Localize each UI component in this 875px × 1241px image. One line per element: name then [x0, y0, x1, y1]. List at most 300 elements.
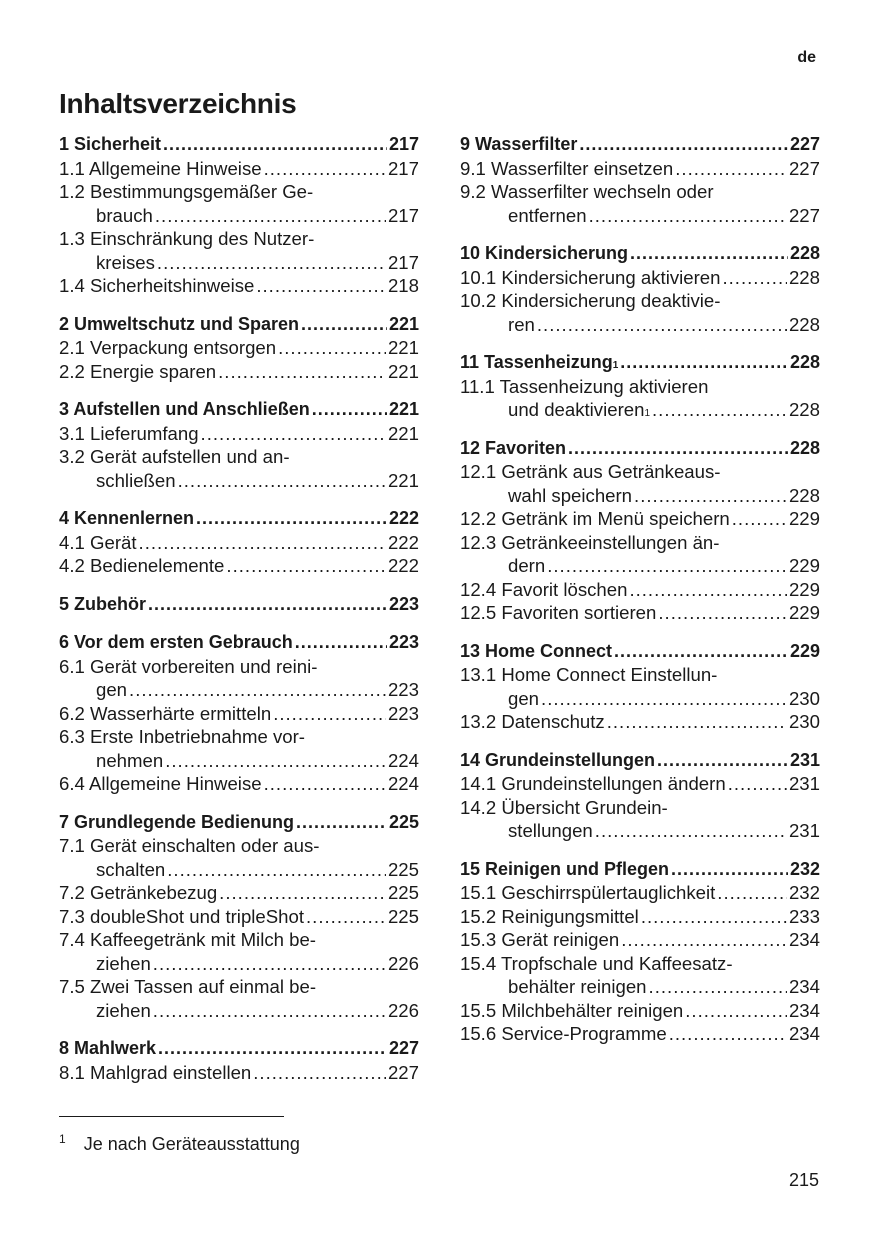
toc-section [59, 507, 419, 578]
toc-entry-link[interactable] [59, 445, 419, 492]
toc-entry-row [59, 157, 419, 181]
toc-entry-title: 4.1 Gerät [59, 531, 137, 553]
dot-leader [253, 1061, 386, 1085]
toc-page-number: 229 [788, 508, 820, 529]
dot-leader [658, 601, 787, 625]
toc-page-number: 223 [387, 702, 419, 724]
dot-leader [657, 749, 788, 773]
toc-page-number: 234 [788, 929, 820, 950]
dot-leader [722, 266, 787, 290]
toc-entry-link[interactable] [460, 289, 820, 336]
toc-entry-row [460, 928, 820, 952]
toc-entry-title: gen [96, 679, 128, 700]
dot-leader [579, 133, 788, 157]
toc-section [460, 858, 820, 1046]
toc-chapter-title: 5 Zubehör [59, 593, 147, 614]
toc-entry-row [460, 905, 820, 929]
toc-entry-title: 12.5 Favoriten sortieren [460, 602, 657, 623]
toc-chapter-title: 1 Sicherheit [59, 134, 162, 154]
toc-page-number: 226 [387, 999, 419, 1021]
toc-entry-line: 11.1 Tassenheizung aktivieren [460, 375, 709, 397]
toc-entry-link[interactable] [460, 796, 820, 843]
toc-entry-link[interactable] [59, 655, 419, 702]
toc-column-right [460, 133, 820, 1061]
dot-leader [649, 975, 787, 999]
dot-leader [620, 351, 788, 375]
toc-entry-title: schließen [96, 469, 176, 491]
toc-entry-row [460, 772, 820, 796]
dot-leader [139, 531, 386, 555]
toc-entry-line: 7.4 Kaffeegetränk mit Milch be- [59, 929, 316, 950]
toc-page-number: 234 [788, 976, 820, 997]
toc-entry-row [59, 469, 419, 493]
toc-entry-title: 8.1 Mahlgrad einstellen [59, 1061, 252, 1083]
toc-chapter-link[interactable] [59, 133, 419, 157]
page-number: 215 [788, 1170, 819, 1190]
footnote-mark: 1 [59, 1132, 66, 1146]
dot-leader [256, 274, 386, 298]
toc-entry-link[interactable] [59, 336, 419, 360]
toc-entry-title: 1.4 Sicherheitshinweise [59, 275, 255, 296]
toc-section [59, 1037, 419, 1084]
toc-entry-row [460, 484, 820, 508]
dot-leader [717, 881, 787, 905]
toc-entry-title: brauch [96, 204, 153, 226]
dot-leader [537, 313, 787, 337]
toc-page-number: 224 [387, 773, 419, 794]
toc-entry-title: und deaktivieren [508, 399, 645, 420]
toc-page-number: 232 [788, 882, 820, 903]
dot-leader [264, 772, 386, 796]
toc-entry-link[interactable] [460, 663, 820, 710]
dot-leader [675, 157, 787, 181]
footnote-text: Je nach Geräteausstattung [83, 1134, 300, 1154]
toc-entry-title: ziehen [96, 999, 151, 1021]
toc-entry-row [59, 336, 419, 360]
toc-entry-title: 15.5 Milchbehälter reinigen [460, 999, 684, 1021]
toc-page-number: 228 [789, 243, 820, 263]
toc-entry-link[interactable] [59, 531, 419, 555]
toc-entry-title: 10.1 Kindersicherung aktivieren [460, 266, 721, 288]
toc-entry-link[interactable] [460, 531, 820, 578]
toc-entry-line: 14.2 Übersicht Grundein- [460, 796, 668, 818]
toc-entry-link[interactable] [59, 881, 419, 905]
toc-page-number: 225 [387, 905, 419, 927]
toc-page-number: 227 [387, 1061, 419, 1083]
toc-entry-title: ziehen [96, 952, 151, 974]
toc-entry-link[interactable] [460, 999, 820, 1023]
toc-entry-line: 3.2 Gerät aufstellen und an- [59, 446, 290, 467]
toc-entry-link[interactable] [59, 928, 419, 975]
toc-entry-title: 6.4 Allgemeine Hinweise [59, 773, 262, 794]
toc-chapter-link[interactable] [59, 313, 419, 337]
toc-page-number: 225 [387, 882, 419, 903]
toc-page-number: 221 [388, 313, 419, 334]
dot-leader [312, 398, 387, 422]
toc-entry-title: stellungen [508, 820, 593, 841]
dot-leader [732, 507, 787, 531]
toc-entry-link[interactable] [59, 905, 419, 929]
toc-page-number: 229 [788, 555, 820, 576]
dot-leader [568, 437, 788, 461]
toc-entry-title: 1.1 Allgemeine Hinweise [59, 157, 262, 179]
toc-chapter-link[interactable] [59, 507, 419, 531]
toc-entry-title: 15.3 Gerät reinigen [460, 929, 620, 950]
toc-entry-row [59, 360, 419, 384]
dot-leader [589, 204, 787, 228]
toc-entry-link[interactable] [59, 180, 419, 227]
toc-chapter-link[interactable] [460, 242, 820, 266]
toc-chapter-link[interactable] [460, 133, 820, 157]
dot-leader [157, 251, 386, 275]
toc-page-number: 229 [788, 578, 820, 600]
toc-entry-title: 15.1 Geschirrspülertauglichkeit [460, 882, 716, 903]
toc-entry-row [460, 507, 820, 531]
toc-chapter-link[interactable] [59, 1037, 419, 1061]
dot-leader [148, 593, 387, 617]
dot-leader [264, 157, 386, 181]
toc-page-number: 221 [388, 399, 419, 419]
dot-leader [153, 999, 386, 1023]
toc-chapter-title: 6 Vor dem ersten Gebrauch [59, 632, 293, 652]
toc-section [460, 640, 820, 734]
toc-entry-title: 7.3 doubleShot und tripleShot [59, 905, 305, 927]
toc-entry-link[interactable] [460, 928, 820, 952]
dot-leader [178, 469, 386, 493]
dot-leader [669, 1022, 787, 1046]
dot-leader [167, 858, 386, 882]
toc-section [59, 811, 419, 1023]
toc-section [59, 398, 419, 492]
toc-entry-title: 4.2 Bedienelemente [59, 555, 225, 576]
toc-page-number: 221 [387, 337, 419, 358]
toc-section [59, 313, 419, 384]
toc-entry-row [460, 710, 820, 734]
dot-leader [129, 678, 386, 702]
toc-entry-title: 14.1 Grundeinstellungen ändern [460, 773, 726, 794]
toc-entry-line: 12.3 Getränkeeinstellungen än- [460, 531, 720, 553]
dot-leader [685, 999, 787, 1023]
toc-entry-row [460, 578, 820, 602]
toc-entry-link[interactable] [460, 952, 820, 999]
toc-entry-row [460, 975, 820, 999]
toc-entry-line: 6.3 Erste Inbetriebnahme vor- [59, 726, 305, 747]
toc-page-number: 218 [387, 275, 419, 296]
toc-page-number: 229 [788, 602, 820, 623]
toc-chapter-title: 13 Home Connect [460, 640, 613, 661]
dot-leader [196, 507, 387, 531]
toc-page-number: 232 [789, 858, 820, 879]
dot-leader [273, 702, 386, 726]
toc-page-number: 228 [788, 313, 820, 335]
toc-entry-row [460, 1022, 820, 1046]
language-code: de [797, 49, 816, 66]
toc-section [59, 631, 419, 796]
toc-chapter-link[interactable] [460, 858, 820, 882]
toc-chapter-title: 10 Kindersicherung [460, 243, 629, 263]
toc-entry-row [460, 601, 820, 625]
toc-entry-link[interactable] [460, 266, 820, 290]
toc-entry-title: 6.2 Wasserhärte ermitteln [59, 702, 272, 724]
toc-chapter-title: 4 Kennenlernen [59, 508, 195, 528]
toc-entry-line: 1.3 Einschränkung des Nutzer- [59, 228, 315, 249]
toc-entry-title: 12.4 Favorit löschen [460, 578, 628, 600]
toc-entry-row [59, 251, 419, 275]
toc-entry-link[interactable] [460, 881, 820, 905]
toc-section [59, 133, 419, 298]
dot-leader [218, 360, 386, 384]
toc-chapter-link[interactable] [59, 593, 419, 617]
toc-page-number: 231 [788, 820, 820, 841]
toc-page-number: 234 [788, 999, 820, 1021]
toc-entry-row [460, 881, 820, 905]
toc-entry-row [59, 702, 419, 726]
toc-entry-row: und deaktivieren 1 ..... 228 [460, 398, 820, 422]
toc-entry-title: nehmen [96, 749, 164, 771]
toc-page-number: 217 [388, 134, 419, 154]
toc-entry-link[interactable] [59, 1061, 419, 1085]
toc-chapter-link[interactable]: 11 Tassenheizung 1 ..... 228 [460, 351, 820, 375]
dot-leader [629, 578, 787, 602]
footnote [59, 1132, 300, 1155]
toc-section [460, 437, 820, 625]
toc-page-number: 221 [387, 360, 419, 382]
toc-entry-link[interactable] [460, 772, 820, 796]
toc-chapter-title: 15 Reinigen und Pflegen [460, 858, 670, 879]
toc-entry-title: 13.2 Datenschutz [460, 711, 605, 732]
toc-entry-line: 10.2 Kindersicherung deaktivie- [460, 290, 721, 311]
dot-leader [541, 687, 787, 711]
page-title: Inhaltsverzeichnis [59, 88, 297, 119]
toc-page-number: 226 [387, 952, 419, 974]
toc-page-number: 217 [387, 251, 419, 273]
toc-page-number: 223 [387, 679, 419, 700]
toc-entry-row [460, 687, 820, 711]
toc-section [460, 749, 820, 843]
toc-entry-link[interactable] [59, 422, 419, 446]
toc-entry-row [59, 204, 419, 228]
toc-column-left [59, 133, 419, 1099]
toc-chapter-title: 2 Umweltschutz und Sparen [59, 313, 300, 334]
toc-chapter-link[interactable] [460, 640, 820, 664]
toc-entry-link[interactable] [59, 702, 419, 726]
toc-page-number: 223 [388, 593, 419, 614]
toc-page-number: 227 [788, 157, 820, 179]
toc-page-number: 221 [387, 422, 419, 444]
dot-leader [630, 242, 788, 266]
toc-page-number: 217 [387, 204, 419, 226]
dot-leader [671, 858, 788, 882]
toc-page-number: 228 [788, 484, 820, 506]
toc-entry-title: 7.2 Getränkebezug [59, 882, 218, 903]
dot-leader [607, 710, 787, 734]
toc-entry-link[interactable] [460, 460, 820, 507]
toc-entry-link[interactable] [59, 772, 419, 796]
toc-entry-row [460, 266, 820, 290]
toc-page-number: 228 [788, 399, 820, 420]
dot-leader [163, 133, 387, 157]
toc-entry-link[interactable] [460, 601, 820, 625]
toc-entry-row [460, 313, 820, 337]
toc-entry-link[interactable] [59, 274, 419, 298]
toc-entry-line: 1.2 Bestimmungsgemäßer Ge- [59, 181, 314, 202]
toc-entry-row [460, 204, 820, 228]
toc-page-number: 217 [387, 157, 419, 179]
toc-entry-title: behälter reinigen [508, 976, 647, 997]
toc-page-number: 221 [387, 469, 419, 491]
toc-entry-row [460, 819, 820, 843]
toc-entry-title: 2.2 Energie sparen [59, 360, 217, 382]
toc-entry-title: kreises [96, 251, 155, 273]
toc-entry-link[interactable] [460, 1022, 820, 1046]
dot-leader [634, 484, 787, 508]
toc-entry-link[interactable] [460, 507, 820, 531]
toc-chapter-title: 11 Tassenheizung [460, 352, 613, 372]
toc-page-number: 222 [387, 555, 419, 576]
toc-entry-line: 13.1 Home Connect Einstellun- [460, 664, 718, 685]
toc-page-number: 231 [788, 773, 820, 794]
toc-section [460, 351, 820, 422]
dot-leader [226, 554, 386, 578]
toc-entry-line: 7.5 Zwei Tassen auf einmal be- [59, 976, 317, 997]
dot-leader [306, 905, 386, 929]
dot-leader [158, 1037, 387, 1061]
toc-entry-row [59, 554, 419, 578]
toc-entry-row [59, 678, 419, 702]
toc-chapter-title: 14 Grundeinstellungen [460, 749, 656, 770]
toc-entry-title: 2.1 Verpackung entsorgen [59, 337, 277, 358]
dot-leader [301, 313, 387, 337]
toc-entry-row [59, 531, 419, 555]
dot-leader [652, 398, 787, 422]
toc-entry-title: 3.1 Lieferumfang [59, 422, 199, 444]
toc-entry-title: gen [508, 687, 540, 709]
toc-page-number: 227 [388, 1038, 419, 1058]
toc-page-number: 234 [788, 1023, 820, 1044]
toc-chapter-link[interactable] [460, 437, 820, 461]
toc-entry-row [59, 772, 419, 796]
toc-chapter-title: 7 Grundlegende Bedienung [59, 811, 295, 832]
toc-page-number: 228 [789, 437, 820, 458]
toc-page-number: 233 [788, 905, 820, 927]
toc-entry-line: 12.1 Getränk aus Getränkeaus- [460, 461, 721, 482]
toc-page-number: 224 [387, 749, 419, 771]
toc-chapter-link[interactable] [460, 749, 820, 773]
toc-entry-link[interactable] [59, 725, 419, 772]
toc-page-number: 231 [789, 749, 820, 770]
dot-leader [155, 204, 386, 228]
toc-chapter-title: 8 Mahlwerk [59, 1038, 157, 1058]
toc-page-number: 229 [789, 640, 820, 661]
dot-leader [621, 928, 787, 952]
toc-entry-line: 15.4 Tropfschale und Kaffeesatz- [460, 952, 733, 974]
toc-entry-link[interactable] [460, 180, 820, 227]
toc-entry-link[interactable] [460, 578, 820, 602]
toc-page-number: 225 [387, 858, 419, 880]
toc-entry-row [59, 274, 419, 298]
toc-entry-row [460, 157, 820, 181]
toc-entry-link[interactable] [59, 975, 419, 1022]
toc-page-number: 227 [789, 134, 820, 154]
toc-entry-row [59, 1061, 419, 1085]
dot-leader [547, 554, 787, 578]
dot-leader [153, 952, 386, 976]
toc-entry-title: 15.2 Reinigungsmittel [460, 905, 639, 927]
toc-page-number: 228 [788, 266, 820, 288]
dot-leader [278, 336, 386, 360]
toc-entry-title: dern [508, 555, 546, 576]
dot-leader [614, 640, 788, 664]
toc-entry-link[interactable] [59, 554, 419, 578]
toc-entry-line: 6.1 Gerät vorbereiten und reini- [59, 655, 318, 677]
toc-page-number: 223 [388, 632, 419, 652]
toc-entry-row [59, 858, 419, 882]
toc-entry-line: 7.1 Gerät einschalten oder aus- [59, 835, 320, 856]
dot-leader [219, 881, 386, 905]
dot-leader [595, 819, 787, 843]
toc-entry-link[interactable] [59, 360, 419, 384]
toc-entry-link[interactable] [460, 905, 820, 929]
toc-entry-row [59, 905, 419, 929]
toc-page-number: 222 [387, 531, 419, 553]
toc-entry-link[interactable] [460, 157, 820, 181]
toc-chapter-link[interactable] [59, 398, 419, 422]
toc-page-number: 228 [789, 352, 820, 372]
toc-entry-line: 9.2 Wasserfilter wechseln oder [460, 181, 714, 202]
toc-chapter-title: 9 Wasserfilter [460, 134, 578, 154]
toc-entry-row [460, 554, 820, 578]
toc-entry-title: schalten [96, 858, 166, 880]
toc-page-number: 230 [788, 687, 820, 709]
toc-entry-row [59, 422, 419, 446]
toc-entry-row [59, 999, 419, 1023]
toc-page-number: 227 [788, 204, 820, 226]
toc-entry-link[interactable] [59, 834, 419, 881]
toc-section [460, 133, 820, 227]
toc-chapter-link[interactable] [59, 811, 419, 835]
toc-entry-link[interactable] [59, 227, 419, 274]
dot-leader [728, 772, 787, 796]
dot-leader [641, 905, 787, 929]
toc-entry-title: 12.2 Getränk im Menü speichern [460, 508, 730, 529]
toc-entry-link[interactable] [460, 710, 820, 734]
dot-leader [296, 811, 387, 835]
toc-chapter-title: 3 Aufstellen und Anschließen [59, 399, 310, 419]
toc-section [59, 593, 419, 617]
toc-entry-link[interactable] [59, 157, 419, 181]
toc-chapter-title: 12 Favoriten [460, 437, 567, 458]
toc-entry-title: ren [508, 313, 535, 335]
toc-section [460, 242, 820, 336]
toc-entry-title: wahl speichern [508, 484, 633, 506]
dot-leader [201, 422, 386, 446]
toc-chapter-link[interactable] [59, 631, 419, 655]
toc-entry-title: 9.1 Wasserfilter einsetzen [460, 157, 674, 179]
footnote-divider [59, 1116, 284, 1117]
toc-entry-row [59, 952, 419, 976]
toc-entry-title: 15.6 Service-Programme [460, 1023, 667, 1044]
dot-leader [295, 631, 387, 655]
toc-page-number: 222 [388, 508, 419, 528]
toc-entry-row [59, 881, 419, 905]
toc-entry-link[interactable] [460, 375, 820, 422]
toc-page-number: 230 [788, 711, 820, 732]
dot-leader [165, 749, 386, 773]
toc-entry-title: entfernen [508, 204, 587, 226]
toc-entry-row [460, 999, 820, 1023]
toc-entry-row [59, 749, 419, 773]
toc-page-number: 225 [388, 811, 419, 832]
